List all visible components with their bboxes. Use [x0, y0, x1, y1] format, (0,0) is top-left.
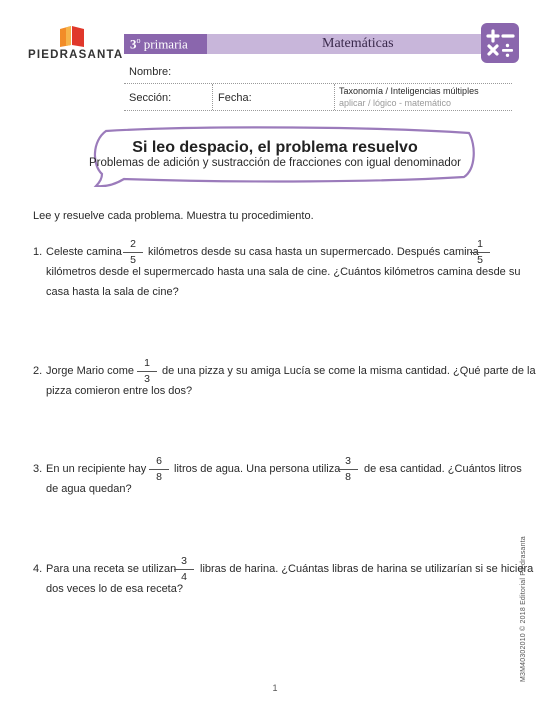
fraction-numerator: 1 [144, 357, 150, 369]
brand-name: PIEDRASANTA [28, 49, 124, 61]
problem-3-text-a: En un recipiente hay [46, 463, 147, 475]
problem-2-number: 2. [33, 365, 43, 377]
problem-3-text-b: litros de agua. Una persona utiliza [174, 463, 341, 475]
book-logo-icon [58, 25, 86, 47]
publisher-code: M3M40302010 © 2018 Editorial Piedrasanta [520, 536, 527, 682]
grade-number: 3 [130, 36, 137, 52]
fraction-numerator: 6 [156, 455, 162, 467]
grade-label [130, 36, 188, 52]
problem-3-text-c: de esa cantidad. ¿Cuántos litros [364, 463, 522, 475]
fraction-denominator: 4 [181, 571, 187, 583]
worksheet-title: Si leo despacio, el problema resuelvo [132, 139, 418, 156]
grade-superscript: o [136, 36, 141, 45]
fecha-label: Fecha: [218, 92, 252, 104]
taxonomy-title: Taxonomía / Inteligencias múltiples [339, 86, 479, 96]
fraction-numerator: 3 [345, 455, 351, 467]
problem-4-text-a: Para una receta se utilizan [46, 563, 177, 575]
math-operations-icon [481, 23, 519, 63]
problem-2-line-2: pizza comieron entre los dos? [46, 385, 193, 397]
instructions: Lee y resuelve cada problema. Muestra tu procedimiento. [33, 210, 314, 222]
fraction-denominator: 3 [144, 373, 150, 385]
problem-1-text-b: kilómetros desde su casa hasta un supermercado. Después camina [148, 246, 479, 258]
grade-text: primaria [143, 36, 188, 52]
problem-1-line-2: kilómetros desde el supermercado hasta una sala de cine. ¿Cuántos kilómetros camina desde su [46, 266, 521, 278]
problem-3-line-2: de agua quedan? [46, 483, 132, 495]
fraction-numerator: 1 [477, 238, 483, 250]
seccion-label: Sección: [129, 92, 172, 104]
problem-2-text-b: de una pizza y su amiga Lucía se come la misma cantidad. ¿Qué parte de la [162, 365, 536, 377]
page-number: 1 [272, 683, 278, 693]
worksheet-subtitle: Problemas de adición y sustracción de fracciones con igual denominador [88, 157, 462, 169]
math-badge [481, 23, 519, 63]
nombre-line[interactable] [124, 83, 512, 84]
fraction-denominator: 8 [156, 471, 162, 483]
problem-4-line-2: dos veces lo de esa receta? [46, 583, 183, 595]
fraction-numerator: 2 [130, 238, 136, 250]
problem-4-number: 4. [33, 563, 43, 575]
fraction-denominator: 5 [130, 254, 136, 266]
problem-3-number: 3. [33, 463, 43, 475]
problem-1-text-a: Celeste camina [46, 246, 122, 258]
nombre-label: Nombre: [129, 66, 172, 78]
fraction-numerator: 3 [181, 555, 187, 567]
form-divider-2 [334, 84, 335, 110]
fraction-denominator: 8 [345, 471, 351, 483]
problem-3-fraction-a [149, 455, 169, 484]
subject-title: Matemáticas [322, 36, 394, 51]
fraction-denominator: 5 [477, 254, 483, 266]
problem-2-text-a: Jorge Mario come [46, 365, 135, 377]
taxonomy-value: aplicar / lógico - matemático [339, 98, 452, 108]
problem-1-number: 1. [33, 246, 43, 258]
problem-3-fraction-b [338, 455, 358, 484]
problem-4-text-b: libras de harina. ¿Cuántas libras de harina se utilizarían si se hiciera [200, 563, 534, 575]
problem-1-line-3: casa hasta la sala de cine? [46, 286, 179, 298]
seccion-line[interactable] [124, 110, 512, 111]
form-divider-1 [212, 84, 213, 110]
